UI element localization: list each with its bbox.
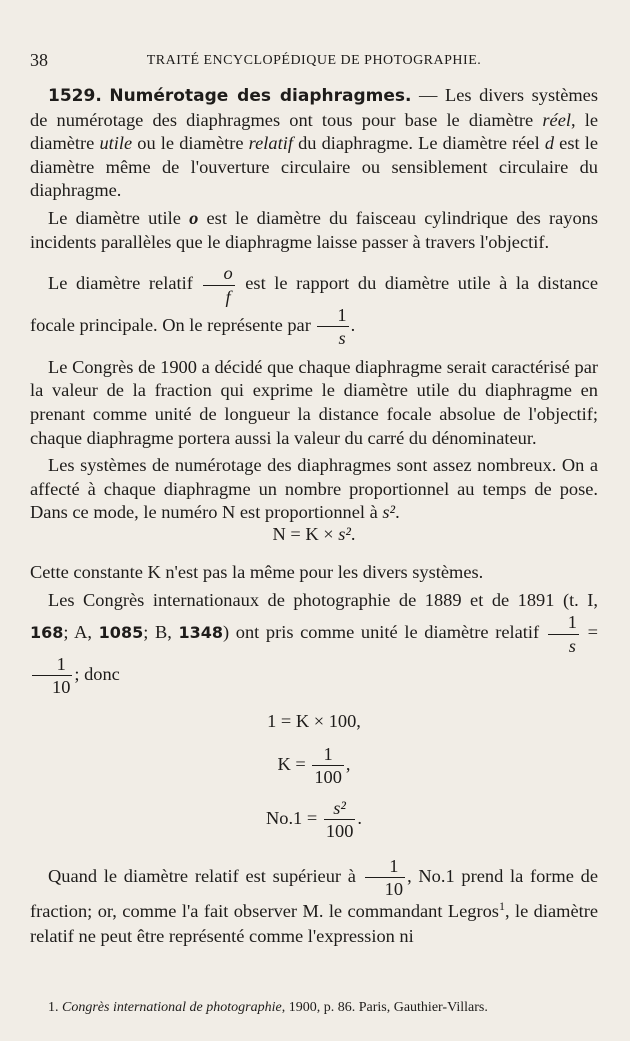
paragraph-2 (30, 207, 598, 254)
paragraph-1 (30, 84, 598, 203)
footnote: 1. Congrès international de photographie, 1900, p. 86. Paris, Gauthier-Villars. (48, 1000, 488, 1015)
paragraph-8: Quand le diamètre relatif est supérieur à $\frac{1}{10}$ , No.1 prend la forme de fraction; or, comme l'a fait observer M. le commandant Legros$^1$, le diamètre relatif ne peut être représenté comme l'expression ni (30, 855, 599, 946)
var-d: d (544, 133, 555, 154)
var-s2: s² (382, 502, 396, 523)
text: , le diamètre (30, 109, 598, 154)
text: . (350, 315, 356, 336)
paragraph-4: Le Congrès de 1900 a décidé que chaque diaphragme serait caractérisé par la valeur de la fraction qui exprime le diamètre utile du diaphragme en prenant comme unité de longueur la distance focale absolue de l'objectif; chaque diaphragme portera aussi la valeur du carré du dénominateur. (30, 356, 598, 448)
text: . (395, 502, 400, 523)
paragraph-6: Cette constante K n'est pas la même pour les divers systèmes. (30, 561, 484, 582)
text: Quand le diamètre relatif est supérieur à (48, 865, 363, 886)
text: est le diamètre du faisceau cylindrique des rayons incidents parallèles que le diaphragme laisse passer à travers l'objectif. (30, 207, 598, 252)
equation-1: N = K × s². (272, 523, 356, 544)
fraction-1-s: $\frac{1}{s}$ (317, 306, 348, 348)
equation-4: No.1 = $\frac{\text{s²}}{100}$ . (265, 797, 363, 842)
text: est le rapport du diamètre utile à la distance focale principale. On le représente par (30, 273, 598, 336)
footnote-title: Congrès international de photographie (62, 1000, 282, 1015)
ref-1085: 1085 (98, 623, 144, 643)
equation-3: K = $\frac{1}{100}$ , (277, 743, 351, 788)
term-reel: réel (542, 109, 571, 130)
ref-1348: 1348 (178, 623, 223, 643)
body-text (30, 84, 598, 949)
ref-168: 168 (30, 623, 64, 643)
text: est le diamètre même de l'ouverture circulaire ou sensiblement circulaire du diaphragme. (30, 133, 598, 201)
text: Les systèmes de numérotage des diaphragmes sont assez nombreux. On a affecté à chaque diaphragme un nombre proportionnel au temps de pose. Dans ce mode, le numéro N est proportionnel à (30, 455, 598, 523)
page-header (30, 50, 598, 74)
term-relatif: relatif (248, 133, 293, 154)
equation-block (30, 703, 598, 847)
equation-2: 1 = K × 100, (267, 710, 361, 731)
text: ou le diamètre (132, 133, 249, 154)
text: Les Congrès internationaux de photographie de 1889 et de 1891 (t. I, (48, 590, 598, 611)
text: Le diamètre utile (48, 207, 190, 228)
paragraph-7: Les Congrès internationaux de photographie de 1889 et de 1891 (t. I, 168; A, 1085; B, 1348) ont pris comme unité le diamètre relatif $\frac{1}{s}$ = $\frac{1}{10}$ ; donc (30, 590, 598, 698)
section-number: 1529. (48, 86, 102, 106)
paragraph-5 (30, 454, 598, 525)
paragraph-3 (30, 264, 598, 348)
page-number: 38 (30, 50, 48, 70)
fraction-o-f: $\frac{o}{f}$ (203, 264, 234, 306)
term-utile: utile (99, 133, 133, 154)
text: du diaphragme. Le diamètre réel (292, 133, 545, 154)
footnote-ref: 1 (498, 898, 505, 913)
section-title: Numérotage des diaphragmes. (109, 86, 412, 106)
running-title: TRAITÉ ENCYCLOPÉDIQUE DE PHOTOGRAPHIE. (146, 53, 482, 68)
var-o: o (189, 207, 199, 228)
fraction-1-10: $\frac{1}{10}$ (365, 857, 405, 899)
fraction-1-10: $\frac{1}{10}$ (32, 655, 72, 697)
fraction-1-s: $\frac{1}{s}$ (548, 613, 579, 655)
text: — Les divers systèmes de numérotage des diaphragmes ont tous pour base le diamètre (30, 85, 598, 130)
text: Le diamètre relatif (48, 273, 202, 294)
